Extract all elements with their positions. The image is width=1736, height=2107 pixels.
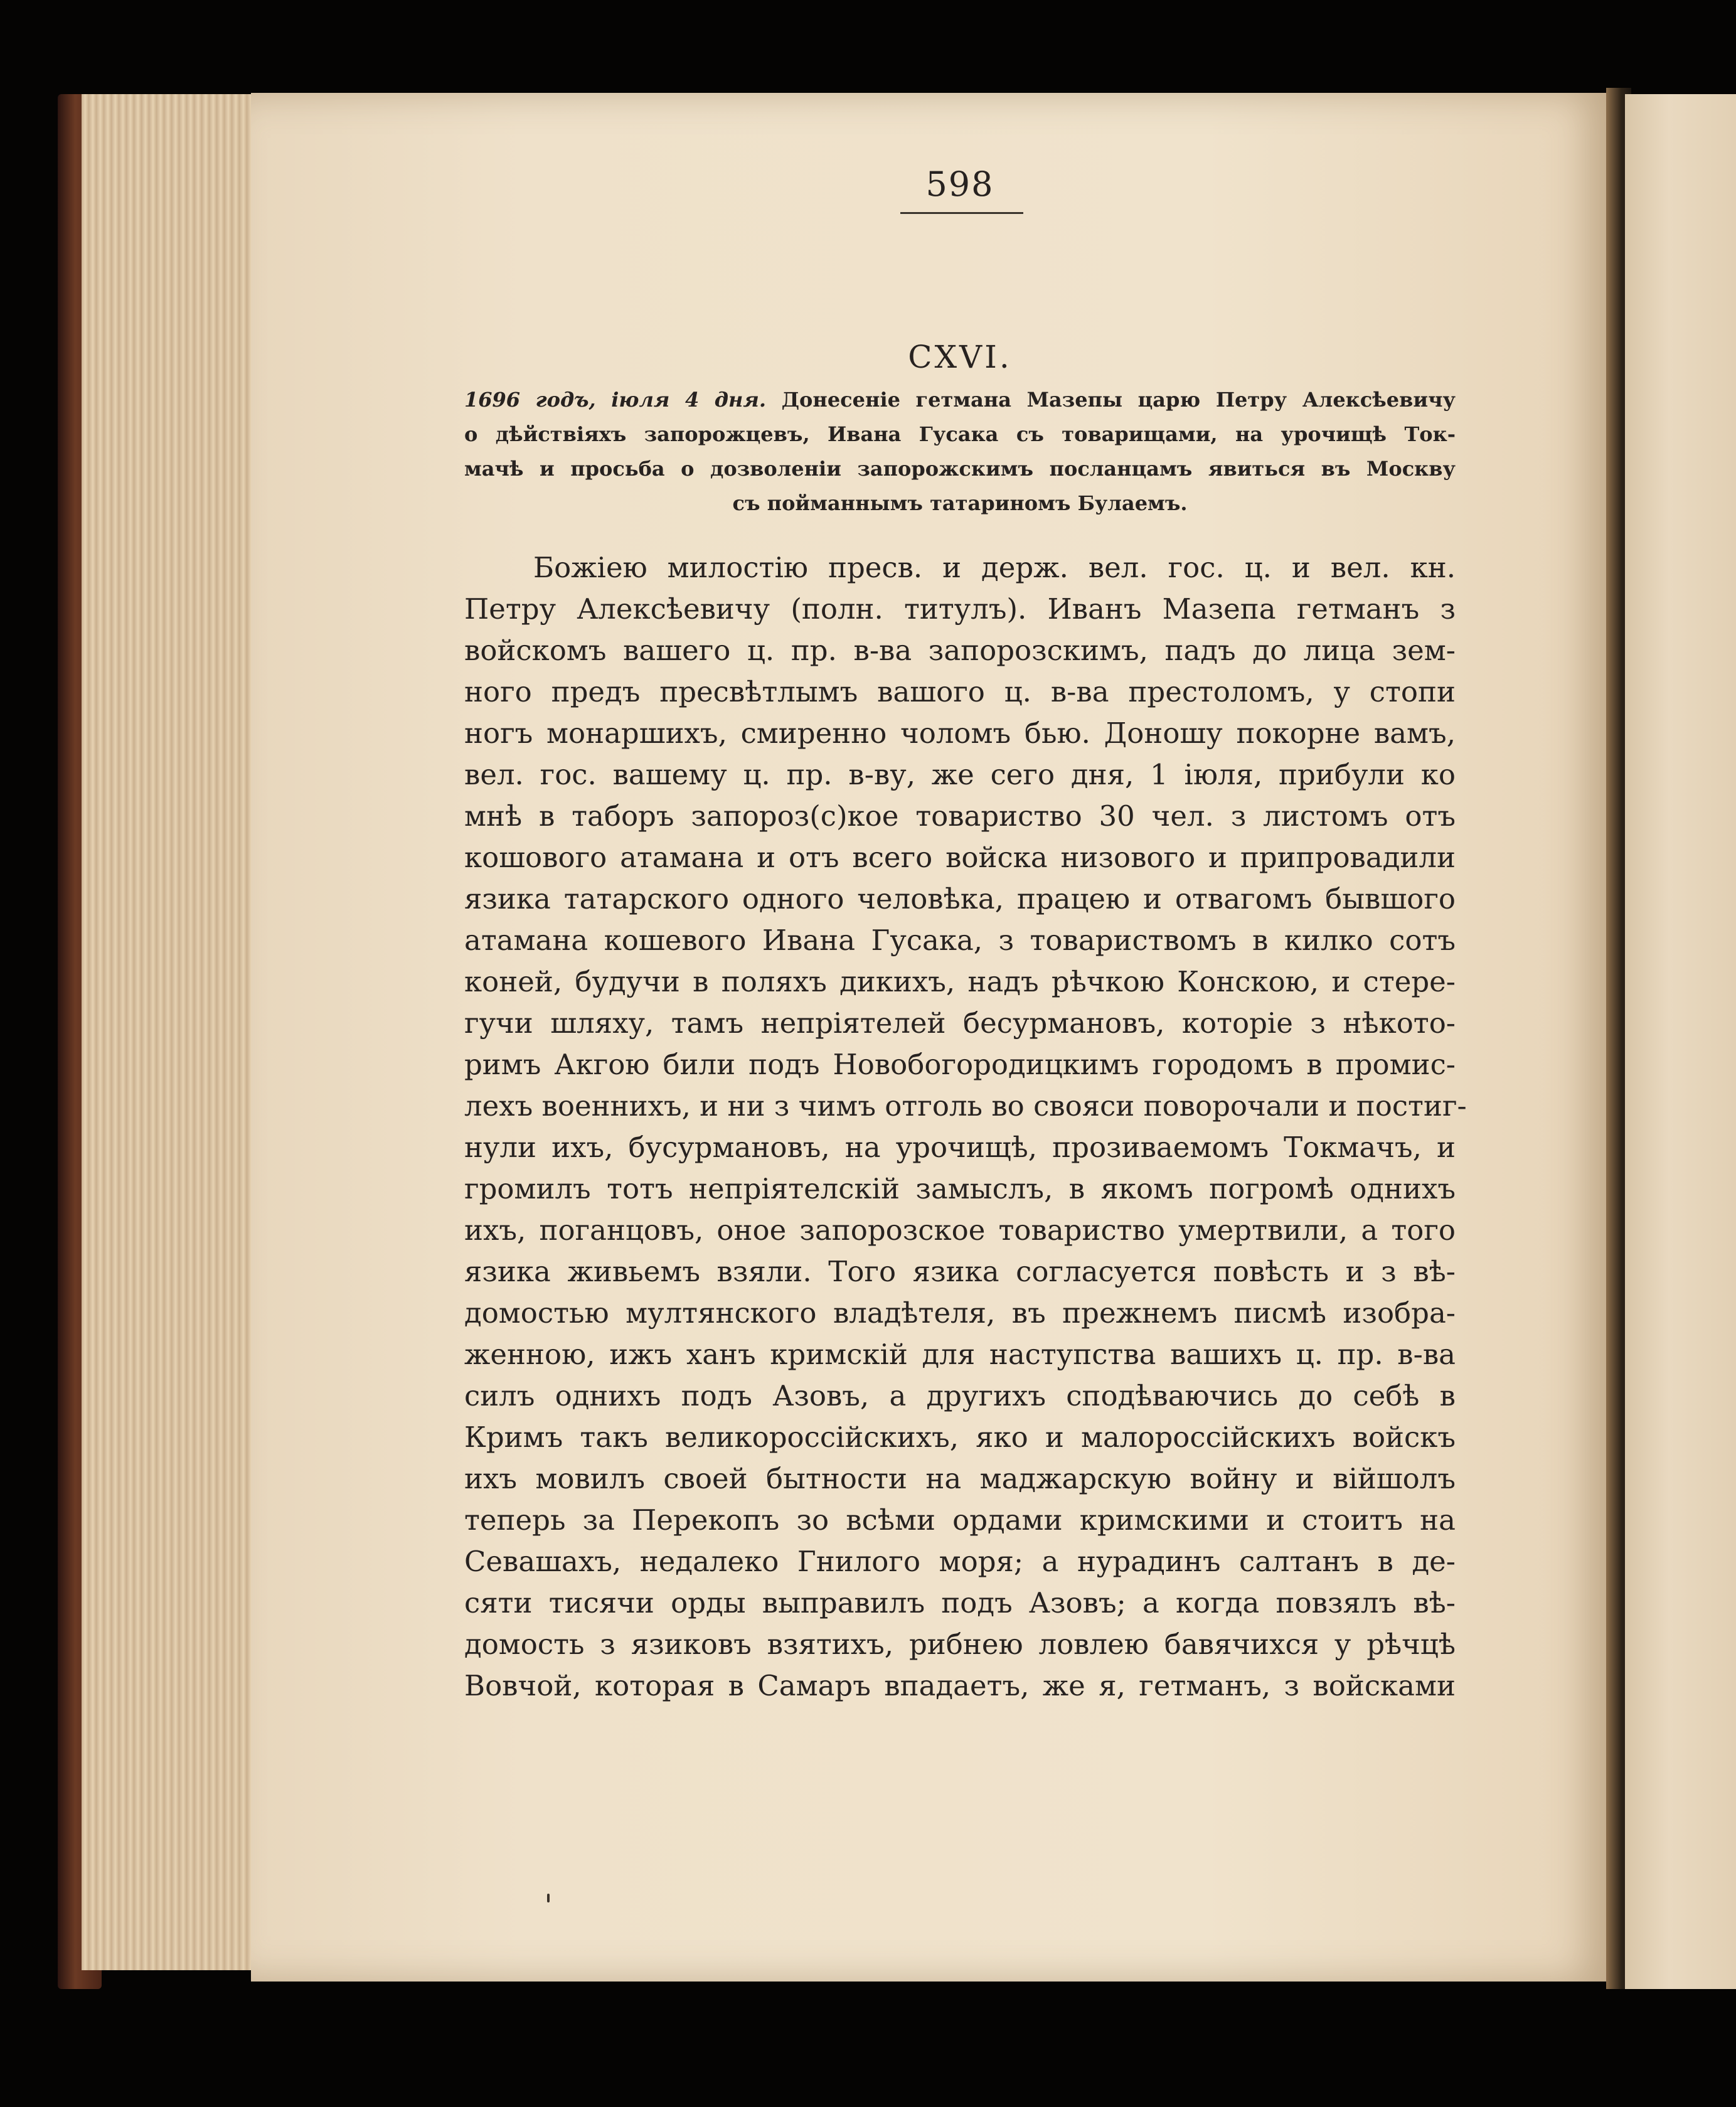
- body-line: ногъ монаршихъ, смиренно чоломъ бью. Доношу покорне вамъ,: [464, 717, 1456, 750]
- heading-line-text: Донесеніе гетмана Мазепы царю Петру Алексѣевичу: [766, 388, 1456, 412]
- heading-line: съ пойманнымъ татариномъ Булаемъ.: [732, 491, 1188, 515]
- body-line: войскомъ вашего ц. пр. в-ва запорозскимъ, падъ до лица зем-: [464, 634, 1456, 667]
- body-line: домость з язиковъ взятихъ, рибнею ловлею бавячихся у рѣчцѣ: [464, 1628, 1456, 1661]
- body-line: Божіею милостію пресв. и держ. вел. гос. ц. и вел. кн.: [533, 551, 1456, 584]
- body-line: язика татарского одного человѣка, працею и отвагомъ бывшого: [464, 882, 1456, 915]
- body-line: Вовчой, которая в Самаръ впадаетъ, же я, гетманъ, з войсками: [464, 1669, 1456, 1702]
- body-line: ихъ, поганцовъ, оное запорозское товариство умертвили, а того: [464, 1214, 1456, 1247]
- heading-line: о дѣйствіяхъ запорожцевъ, Ивана Гусака съ товарищами, на урочищѣ Ток-: [464, 422, 1456, 446]
- body-line: домостью мултянского владѣтеля, въ прежнемъ писмѣ изобра-: [464, 1296, 1456, 1330]
- body-line: громилъ тотъ непріятелскій замыслъ, в якомъ погромѣ однихъ: [464, 1172, 1456, 1205]
- body-line: вел. гос. вашему ц. пр. в-ву, же сего дня, 1 іюля, прибули ко: [464, 758, 1456, 791]
- body-line: ного предъ пресвѣтлымъ вашого ц. в-ва престоломъ, у стопи: [464, 675, 1456, 708]
- heading-date: 1696 годъ, іюля 4 дня.: [464, 388, 766, 412]
- body-line: теперь за Перекопъ зо всѣми ордами кримскими и стоитъ на: [464, 1503, 1456, 1537]
- body-line: мнѣ в таборъ запороз(с)кое товариство 30 чел. з листомъ отъ: [464, 799, 1456, 833]
- body-line: Петру Алексѣевичу (полн. титулъ). Иванъ Мазепа гетманъ з: [464, 592, 1456, 626]
- page-edges: [82, 94, 257, 1970]
- document-body: [464, 547, 1467, 1707]
- body-line: лехъ военнихъ, и ни з чимъ отголь во свояси поворочали и постиг-: [464, 1089, 1467, 1123]
- body-line: ихъ мовилъ своей бытности на маджарскую войну и війшолъ: [464, 1462, 1456, 1495]
- document-number: CXVI.: [908, 339, 1012, 375]
- ink-speck: [547, 1894, 550, 1902]
- body-line: силъ однихъ подъ Азовъ, а другихъ сподѣваючись до себѣ в: [464, 1379, 1456, 1412]
- body-line: атамана кошевого Ивана Гусака, з товариствомъ в килко сотъ: [464, 924, 1456, 957]
- body-line: кошового атамана и отъ всего войска низового и припровадили: [464, 841, 1456, 874]
- body-line: нули ихъ, бусурмановъ, на урочищѣ, прозиваемомъ Токмачъ, и: [464, 1131, 1456, 1164]
- page-number-rule: [900, 212, 1023, 214]
- page-number: 598: [925, 164, 994, 204]
- heading-line: [464, 383, 1456, 417]
- body-line: сяти тисячи орды выправилъ подъ Азовъ; а когда повзялъ вѣ-: [464, 1586, 1456, 1619]
- body-line: Кримъ такъ великороссійскихъ, яко и малороссійскихъ войскъ: [464, 1421, 1456, 1454]
- body-line: женною, ижъ ханъ кримскій для наступства вашихъ ц. пр. в-ва: [464, 1338, 1456, 1371]
- document-heading: [464, 383, 1456, 521]
- body-line: гучи шляху, тамъ непріятелей бесурмановъ, которіе з нѣкото-: [464, 1006, 1456, 1040]
- body-line: коней, будучи в поляхъ дикихъ, надъ рѣчкою Конскою, и стере-: [464, 965, 1456, 998]
- facing-page-edge: [1625, 94, 1736, 1989]
- body-line: Севашахъ, недалеко Гнилого моря; а нурадинъ салтанъ в де-: [464, 1545, 1456, 1578]
- body-line: язика живьемъ взяли. Того язика согласуется повѣсть и з вѣ-: [464, 1255, 1456, 1288]
- heading-line: мачѣ и просьба о дозволеніи запорожскимъ посланцамъ явиться въ Москву: [464, 457, 1456, 481]
- body-line: римъ Акгою били подъ Новобогородицкимъ городомъ в промис-: [464, 1048, 1456, 1081]
